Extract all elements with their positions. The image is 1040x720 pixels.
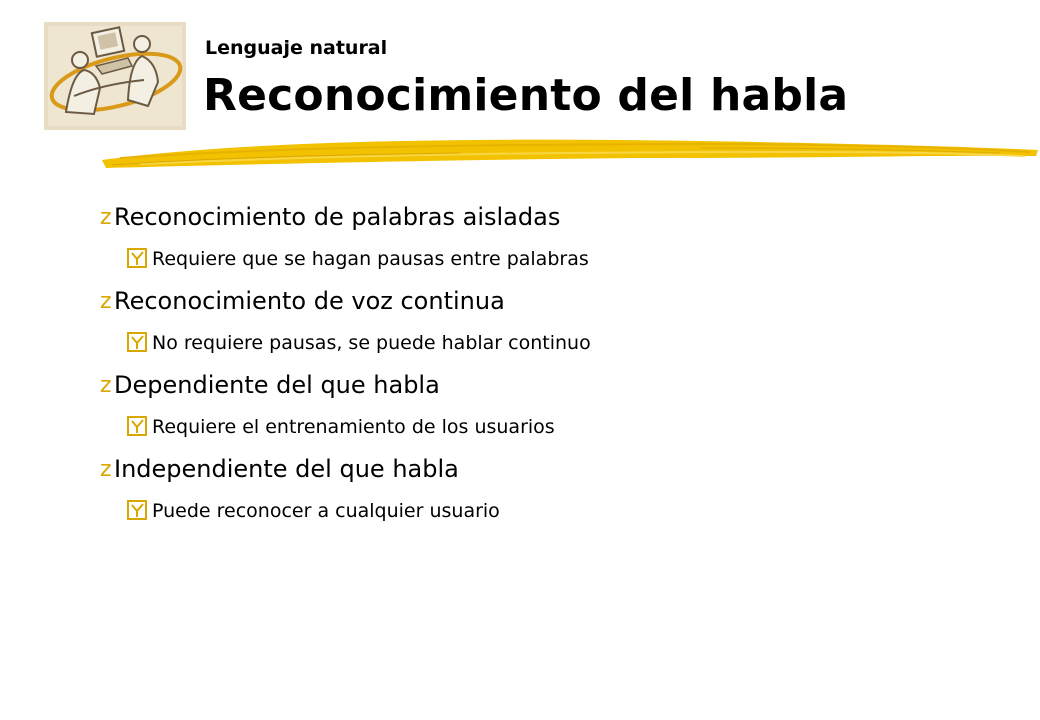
bullet-level1 (100, 278, 1000, 324)
logo-image (44, 22, 186, 130)
z-dingbat-icon: z (100, 288, 112, 314)
checkbox-icon (127, 248, 151, 270)
bullet-level2 (100, 492, 1000, 530)
page-title: Reconocimiento del habla (203, 70, 849, 121)
bullet-text: Reconocimiento de voz continua (114, 287, 505, 315)
bullet-level1 (100, 446, 1000, 492)
bullet-item (100, 278, 1000, 362)
bullet-item (100, 362, 1000, 446)
z-dingbat-icon: z (100, 204, 112, 230)
sub-bullet-text: Requiere el entrenamiento de los usuarios (152, 416, 555, 438)
z-dingbat-icon: z (100, 456, 112, 482)
bullet-level2 (100, 240, 1000, 278)
sub-bullet-text: Puede reconocer a cualquier usuario (152, 500, 500, 522)
section-subtitle: Lenguaje natural (205, 37, 388, 59)
checkbox-icon (127, 500, 151, 522)
sub-bullet-text: No requiere pausas, se puede hablar continuo (152, 332, 591, 354)
bullet-item (100, 446, 1000, 530)
bullet-text: Independiente del que habla (114, 455, 459, 483)
bullet-item (100, 194, 1000, 278)
bullet-level2 (100, 408, 1000, 446)
brush-stroke-divider (100, 128, 1040, 180)
z-dingbat-icon: z (100, 372, 112, 398)
bullet-text: Reconocimiento de palabras aisladas (114, 203, 561, 231)
bullet-level1 (100, 362, 1000, 408)
bullet-list (100, 194, 1000, 530)
checkbox-icon (127, 332, 151, 354)
bullet-level1 (100, 194, 1000, 240)
sub-bullet-text: Requiere que se hagan pausas entre palabras (152, 248, 589, 270)
bullet-level2 (100, 324, 1000, 362)
checkbox-icon (127, 416, 151, 438)
bullet-text: Dependiente del que habla (114, 371, 440, 399)
